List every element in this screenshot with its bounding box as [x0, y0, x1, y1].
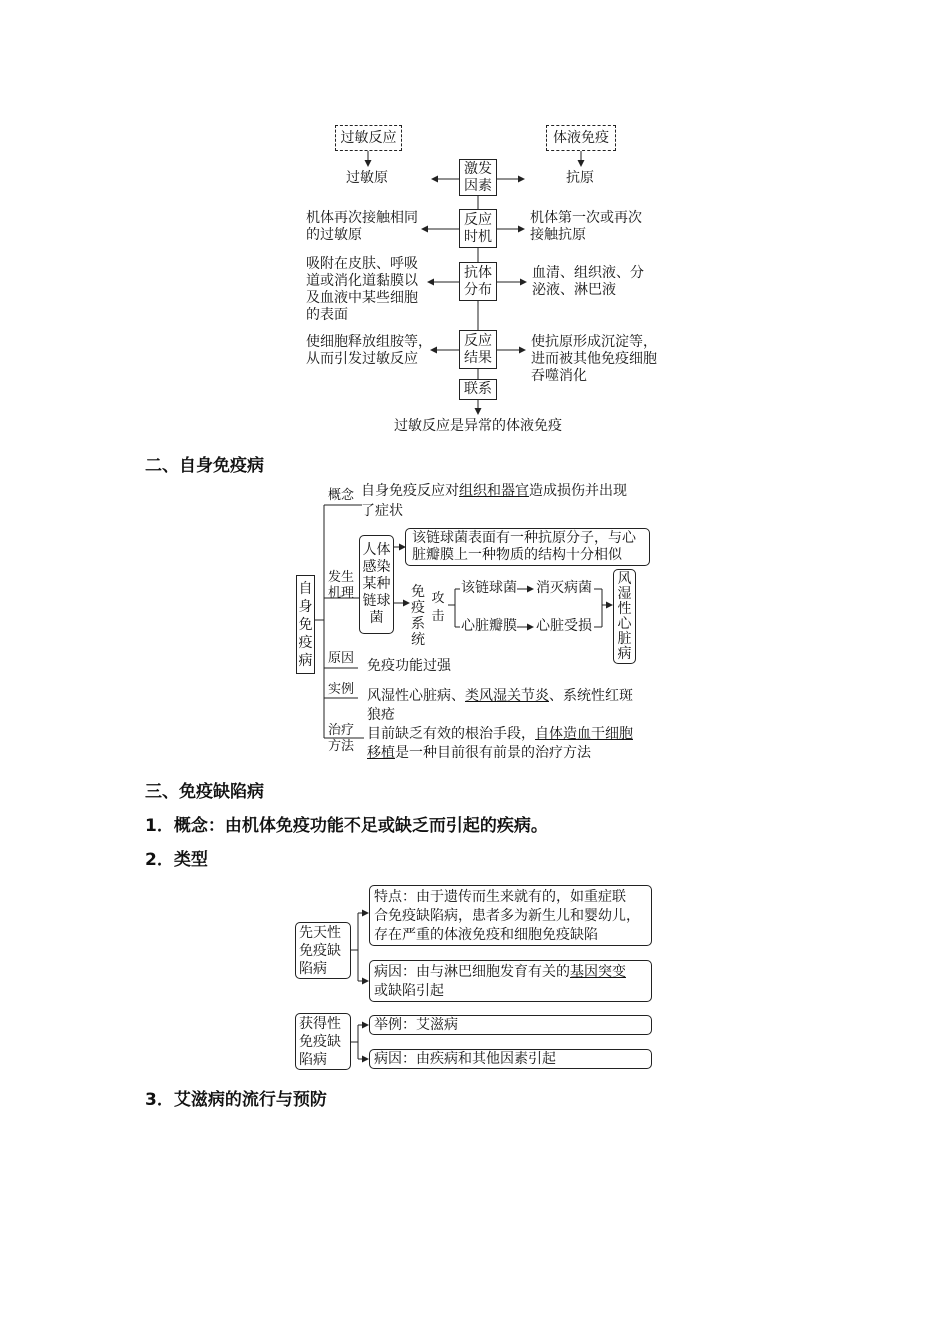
- types-heading: 2．类型: [145, 850, 208, 870]
- allergy-timing-text: 机体再次接触相同 的过敏原: [306, 210, 418, 243]
- heart-valve-text: 心脏瓣膜: [461, 618, 517, 634]
- congenital-features-box: 特点：由于遗传而生来就有的，如重症联 合免疫缺陷病，患者多为新生儿和婴幼儿， 存在严重的体液免疫和细胞免疫缺陷: [369, 885, 652, 946]
- attack-text: 攻 击: [431, 591, 445, 624]
- timing-box: 反应 时机: [459, 209, 497, 248]
- strep-path-text: 该链球菌: [461, 580, 517, 596]
- cause-text: 免疫功能过强: [367, 658, 451, 674]
- kill-bacteria-text: 消灭病菌: [536, 580, 592, 596]
- antigen-text: 抗原: [566, 170, 594, 186]
- humoral-head: 体液免疫: [553, 129, 609, 146]
- allergy-antibody-text: 吸附在皮肤、呼吸 道或消化道黏膜以 及血液中某些细胞 的表面: [306, 256, 418, 323]
- acquired-box: 获得性 免疫缺 陷病: [295, 1013, 351, 1070]
- label-concept: 概念: [328, 488, 355, 503]
- allergen-text: 过敏原: [346, 170, 388, 186]
- trigger-box: 激发 因素: [459, 159, 497, 196]
- acquired-cause-box: 病因：由疾病和其他因素引起: [369, 1049, 652, 1069]
- allergy-head: 过敏反应: [340, 129, 397, 146]
- allergy-result-text: 使细胞释放组胺等， 从而引发过敏反应: [306, 334, 432, 367]
- diagram1-conclusion: 过敏反应是异常的体液免疫: [394, 418, 562, 434]
- concept-text: 自身免疫反应对组织和器官造成损伤并出现 了症状: [361, 483, 627, 519]
- example-text: 风湿性心脏病、类风湿关节炎、系统性红斑 狼疮: [367, 688, 633, 723]
- heart-damage-text: 心脏受损: [536, 618, 592, 634]
- autoimmune-main-box: 自 身 免 疫 病: [296, 575, 315, 674]
- immune-system-text: 免 疫 系 统: [411, 584, 425, 648]
- label-mechanism: 发生 机理: [328, 570, 355, 601]
- link-box: 联系: [459, 379, 497, 400]
- humoral-result-text: 使抗原形成沉淀等， 进而被其他免疫细胞 吞噬消化: [531, 334, 657, 384]
- label-example: 实例: [328, 682, 355, 697]
- section-heading-autoimmune: 二、自身免疫病: [145, 456, 264, 476]
- congenital-box: 先天性 免疫缺 陷病: [295, 922, 351, 979]
- treatment-text: 目前缺乏有效的根治手段，自体造血干细胞 移植是一种目前很有前景的治疗方法: [367, 726, 633, 761]
- strep-antigen-box: 该链球菌表面有一种抗原分子，与心 脏瓣膜上一种物质的结构十分相似: [405, 528, 650, 566]
- concept-paragraph: 1．概念：由机体免疫功能不足或缺乏而引起的疾病。: [145, 816, 548, 836]
- label-cause: 原因: [328, 651, 355, 666]
- humoral-antibody-text: 血清、组织液、分 泌液、淋巴液: [532, 265, 644, 298]
- congenital-cause-box: 病因：由与淋巴细胞发育有关的基因突变 或缺陷引起: [369, 960, 652, 1002]
- rheumatic-heart-box: 风 湿 性 心 脏 病: [613, 569, 636, 664]
- humoral-timing-text: 机体第一次或再次 接触抗原: [530, 210, 642, 243]
- label-treatment: 治疗 方法: [328, 723, 355, 754]
- result-box: 反应 结果: [459, 330, 497, 369]
- section-heading-immunodeficiency: 三、免疫缺陷病: [145, 782, 264, 802]
- human-infection-box: 人体 感染 某种 链球 菌: [359, 535, 394, 634]
- aids-heading: 3．艾滋病的流行与预防: [145, 1090, 327, 1110]
- acquired-example-box: 举例：艾滋病: [369, 1015, 652, 1035]
- antibody-dist-box: 抗体 分布: [459, 262, 497, 301]
